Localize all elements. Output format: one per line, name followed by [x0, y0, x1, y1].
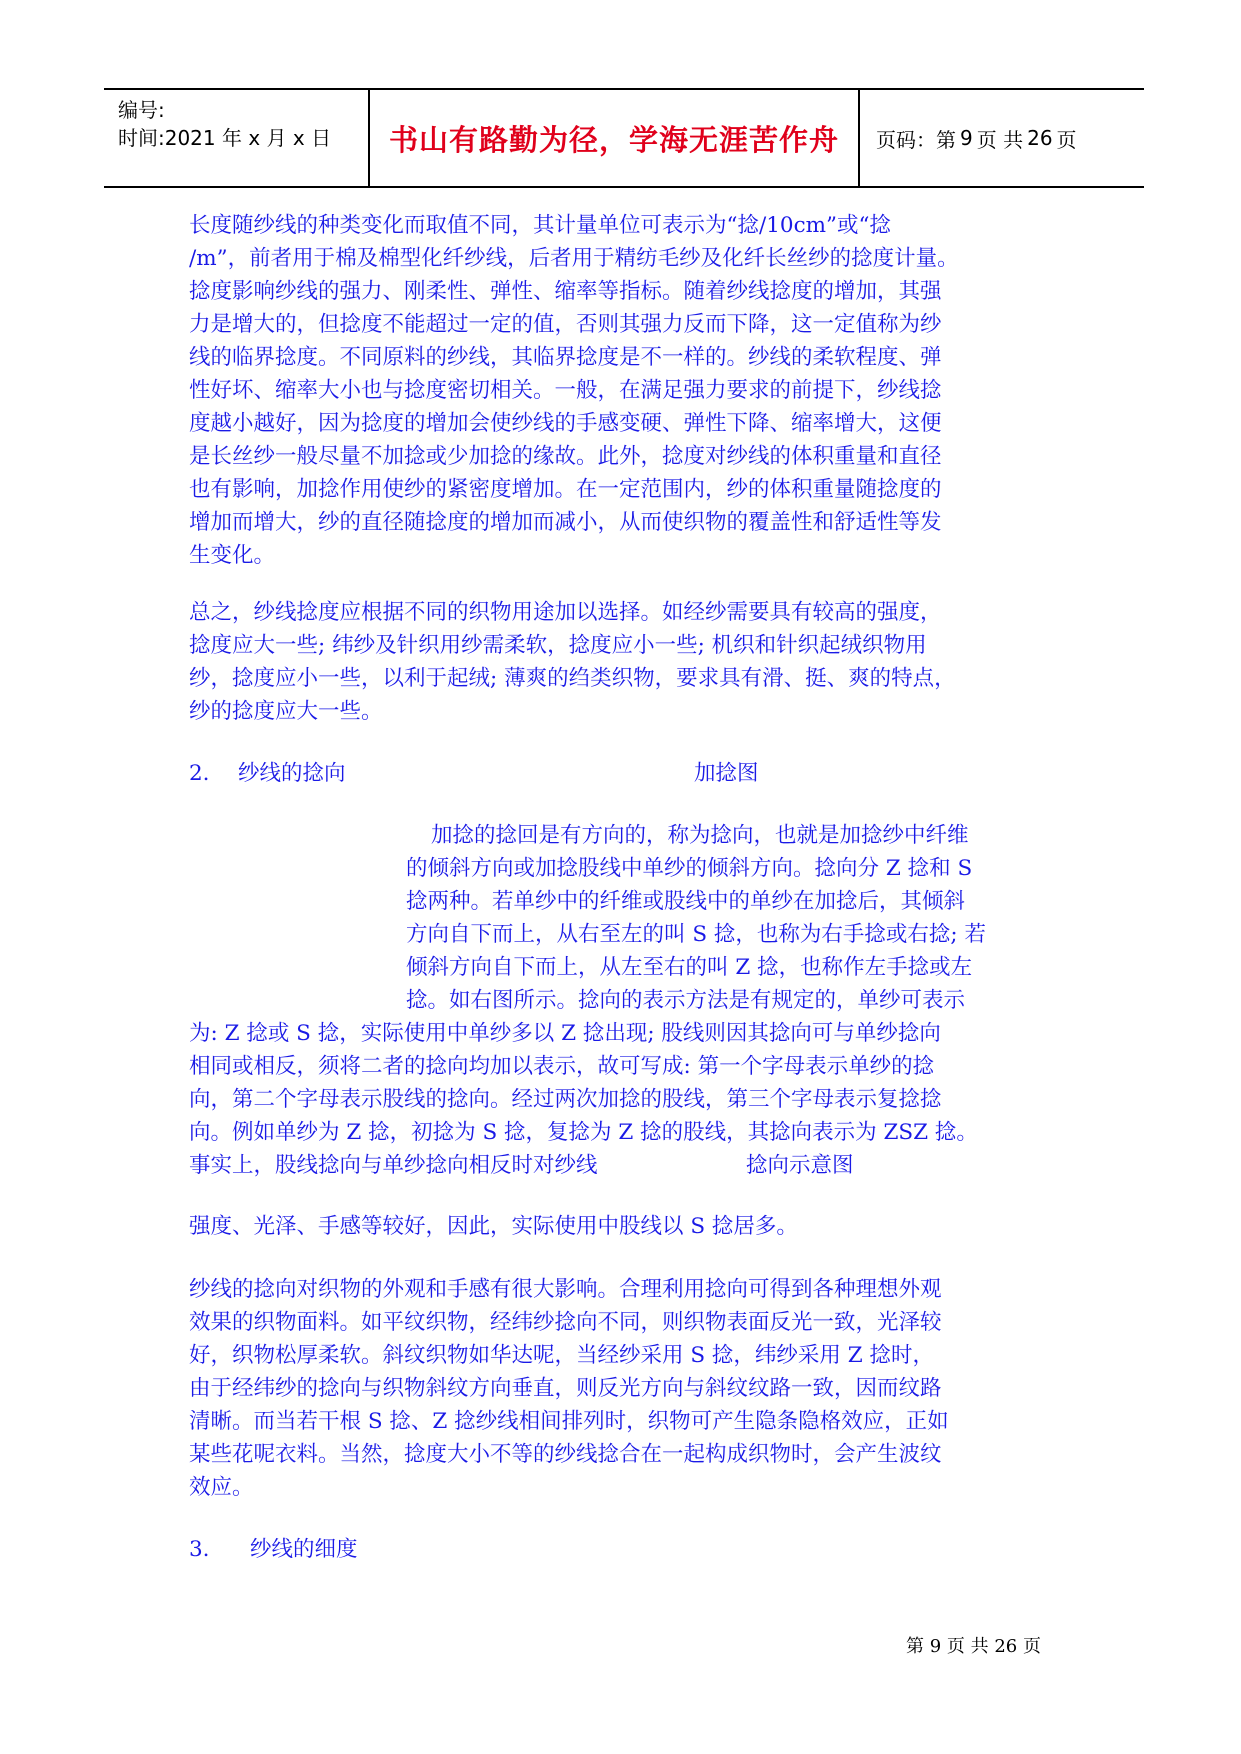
text-line: 增加而增大，纱的直径随捻度的增加而减小，从而使织物的覆盖性和舒适性等发 [189, 510, 942, 535]
text-line: 捻度应大一些; 纬纱及针织用纱需柔软，捻度应小一些; 机织和针织起绒织物用 [189, 633, 927, 658]
header-page-info [860, 90, 1160, 186]
header-motto: 书山有路勤为径，学海无涯苦作舟 [388, 122, 839, 157]
figure-caption-twisting: 加捻图 [694, 761, 759, 786]
figure-caption-twist-direction: 捻向示意图 [746, 1153, 854, 1178]
text-line: 效应。 [189, 1475, 254, 1500]
text-line: 向。例如单纱为 Z 捻，初捻为 S 捻，复捻为 Z 捻的股线，其捻向表示为 ZSZ 捻。 [189, 1120, 978, 1145]
text-line: 事实上，股线捻向与单纱捻向相反时对纱线 [189, 1153, 598, 1178]
header-page-total: 26 [1027, 126, 1053, 150]
text-line: 性好坏、缩率大小也与捻度密切相关。一般，在满足强力要求的前提下，纱线捻 [189, 378, 942, 403]
text-line: 是长丝纱一般尽量不加捻或少加捻的缘故。此外，捻度对纱线的体积重量和直径 [189, 444, 942, 469]
text-line: 好，织物松厚柔软。斜纹织物如华达呢，当经纱采用 S 捻，纬纱采用 Z 捻时， [189, 1343, 935, 1368]
text-line: 为: Z 捻或 S 捻，实际使用中单纱多以 Z 捻出现; 股线则因其捻向可与单纱捻向 [189, 1021, 941, 1046]
text-line: 纱线的捻向对织物的外观和手感有很大影响。合理利用捻向可得到各种理想外观 [189, 1277, 942, 1302]
text-line: 度越小越好，因为捻度的增加会使纱线的手感变硬、弹性下降、缩率增大，这便 [189, 411, 942, 436]
text-line: 纱，捻度应小一些，以利于起绒; 薄爽的绉类织物，要求具有滑、挺、爽的特点， [189, 666, 956, 691]
text-line: 长度随纱线的种类变化而取值不同，其计量单位可表示为“捻/10cm”或“捻 [189, 213, 892, 238]
text-line: 线的临界捻度。不同原料的纱线，其临界捻度是不一样的。纱线的柔软程度、弹 [189, 345, 942, 370]
paragraph-twist-appearance [189, 1273, 1069, 1504]
page-footer: 第 9 页 共 26 页 [906, 1636, 1041, 1657]
header-page-number: 9 [960, 126, 973, 150]
paragraph-twist-selection [189, 596, 1069, 728]
text-line: 方向自下而上，从右至左的叫 S 捻，也称为右手捻或右捻; 若 [406, 922, 986, 947]
text-line: 捻。如右图所示。捻向的表示方法是有规定的，单纱可表示 [406, 988, 966, 1013]
text-line: 捻两种。若单纱中的纤维或股线中的单纱在加捻后，其倾斜 [406, 889, 966, 914]
paragraph-twist-direction [406, 819, 1066, 1017]
header-info-cell [104, 90, 368, 186]
text-line: /m”，前者用于棉及棉型化纤纱线，后者用于精纺毛纱及化纤长丝纱的捻度计量。 [189, 246, 959, 271]
text-line: 清晰。而当若干根 S 捻、Z 捻纱线相间排列时，织物可产生隐条隐格效应，正如 [189, 1409, 949, 1434]
paragraph-ply-twist: 强度、光泽、手感等较好，因此，实际使用中股线以 S 捻居多。 [189, 1214, 798, 1239]
section-number: 3. [189, 1537, 210, 1562]
text-line: 加捻的捻回是有方向的，称为捻向，也就是加捻纱中纤维 [431, 823, 969, 848]
header-page-prefix: 页码：第 [876, 127, 956, 152]
text-line: 生变化。 [189, 543, 276, 568]
text-line: 由于经纬纱的捻向与织物斜纹方向垂直，则反光方向与斜纹纹路一致，因而纹路 [189, 1376, 942, 1401]
text-line: 捻度影响纱线的强力、刚柔性、弹性、缩率等指标。随着纱线捻度的增加，其强 [189, 279, 942, 304]
text-line: 也有影响，加捻作用使纱的紧密度增加。在一定范围内，纱的体积重量随捻度的 [189, 477, 942, 502]
text-line: 效果的织物面料。如平纹织物，经纬纱捻向不同，则织物表面反光一致，光泽较 [189, 1310, 942, 1335]
paragraph-twist-notation [189, 1017, 1069, 1149]
text-line: 相同或相反，须将二者的捻向均加以表示，故可写成: 第一个字母表示单纱的捻 [189, 1054, 935, 1079]
text-line: 向，第二个字母表示股线的捻向。经过两次加捻的股线，第三个字母表示复捻捻 [189, 1087, 942, 1112]
header-number-label: 编号: [118, 98, 165, 122]
paragraph-twist-effects [189, 209, 1069, 572]
text-line: 倾斜方向自下而上，从左至右的叫 Z 捻，也称作左手捻或左 [406, 955, 973, 980]
text-line: 总之，纱线捻度应根据不同的织物用途加以选择。如经纱需要具有较高的强度， [189, 600, 942, 625]
header-page-mid: 页 共 [976, 127, 1024, 152]
section-heading: 纱线的细度 [250, 1537, 358, 1562]
header-time-label: 时间:2021 年 x 月 x 日 [118, 126, 332, 150]
text-line: 的倾斜方向或加捻股线中单纱的倾斜方向。捻向分 Z 捻和 S [406, 856, 973, 881]
text-line: 纱的捻度应大一些。 [189, 699, 383, 724]
section-heading: 纱线的捻向 [238, 761, 346, 786]
header-page-suffix: 页 [1056, 127, 1077, 152]
page-header [104, 88, 1144, 188]
text-line: 某些花呢衣料。当然，捻度大小不等的纱线捻合在一起构成织物时，会产生波纹 [189, 1442, 942, 1467]
text-line: 力是增大的，但捻度不能超过一定的值，否则其强力反而下降，这一定值称为纱 [189, 312, 942, 337]
section-number: 2. [189, 761, 210, 786]
